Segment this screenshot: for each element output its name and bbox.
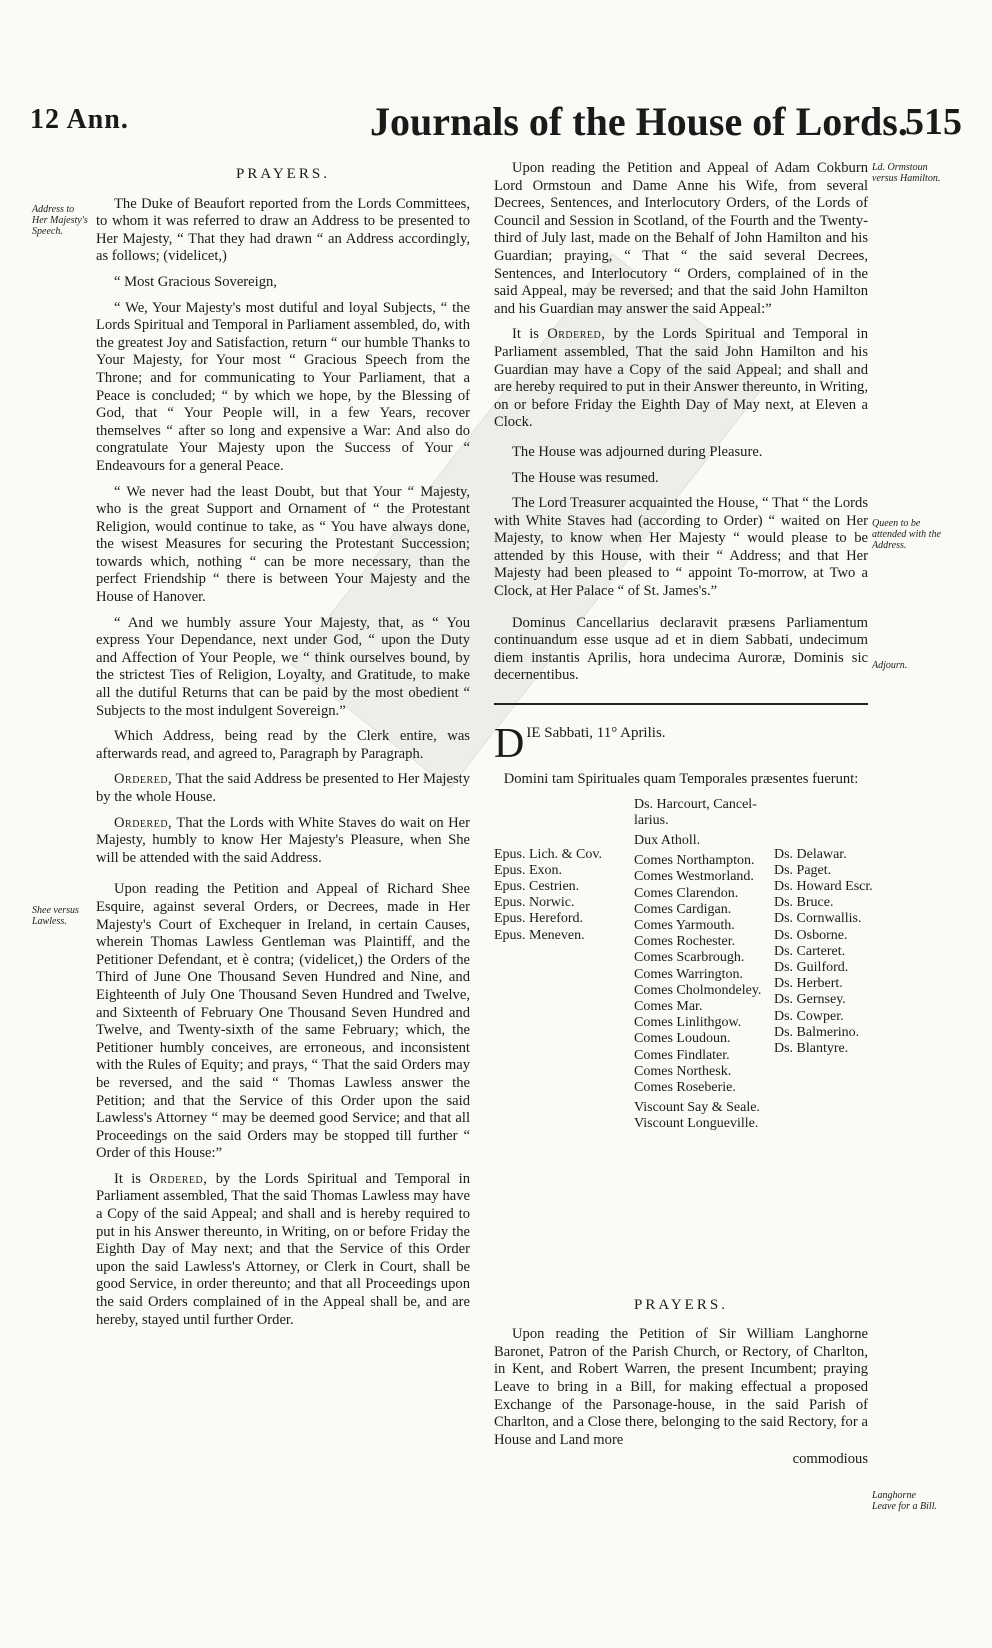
roster-entry: Ds. Balmerino. — [774, 1024, 860, 1040]
roster-entry: Epus. Lich. & Cov. — [494, 846, 602, 862]
roster-entry: Dux Atholl. — [634, 833, 701, 849]
paragraph: Dominus Cancellarius declaravit præsens Parliamentum continuandum esse usque ad et in diem Sabbati, undecimum diem instantis Aprilis, hora undecima Auroræ, Dominis sic decernentibus. — [494, 614, 868, 684]
roster-column-barons — [774, 847, 894, 1058]
roster-entry: Ds. Delawar. — [774, 846, 847, 862]
paragraph — [96, 771, 470, 806]
roster-entry: Comes Cardigan. — [634, 901, 732, 917]
roster-entry: Ds. Harcourt, Cancel- — [634, 796, 757, 812]
section-divider — [494, 703, 868, 705]
margin-note-langhorne: Langhorne Leave for a Bill. — [872, 1490, 937, 1512]
roster-entry: Comes Rochester. — [634, 934, 736, 950]
journal-title: Journals of the House of Lords. — [370, 99, 908, 144]
paragraph-text: by the Lords Spiritual and Temporal in Parliament assembled, That the said John Hamilton and his Guardian may have a Copy of the said Appeal; and shall and are hereby required to put in their Answer thereunto, in Writing, on or before Friday the Eighth Day of May next, at Eleven a Clock. — [494, 326, 868, 431]
paragraph-text: by the Lords Spiritual and Temporal in Parliament assembled, That the said Thomas Lawless may have a Copy of the said Appeal; and shall and is hereby required to put in his Answer thereunto, in Writing, on or before Friday the Eighth Day of May next; and that the Service of this Order upon the said Lawless's Attorney, or Clerk in Court, shall be good Service, in order thereunto; and that all Proceedings upon the said Orders complained of in the Appeal shall be, and are hereby, stayed until further Order. — [96, 1170, 470, 1328]
roster-entry: Epus. Exon. — [494, 862, 563, 878]
paragraph-text: It is — [114, 1170, 150, 1187]
margin-note-adjourn: Adjourn. — [872, 660, 908, 671]
roster-entry: Ds. Howard Escr. — [774, 879, 873, 895]
paragraph: “ We, Your Majesty's most dutiful and loyal Subjects, “ the Lords Spiritual and Temporal in Parliament assembled, do, with the greatest Joy and Satisfaction, return “ our humble Thanks to Your Majesty, for Your most “ Gracious Speech from the Throne; and for communicating to Your Parliament, that a Peace is concluded; “ by which we hope, by the Blessing of God, that “ Your People will, in a few Years, recover themselves “ after so long and expensive a War: And also do congratulate Your Majesty upon the Success of Your “ Endeavours for a general Peace. — [96, 299, 470, 474]
roster-entry: Viscount Say & Seale. — [634, 1100, 760, 1116]
attendance-roster — [494, 796, 873, 1257]
roster-entry: Ds. Osborne. — [774, 927, 848, 943]
roster-entry: Ds. Gernsey. — [774, 992, 846, 1008]
paragraph: Upon reading the Petition and Appeal of Richard Shee Esquire, against several Orders, or Decrees, made in Her Majesty's Court of Exchequer in Ireland, in certain Causes, wherein Thomas Lawless Gentleman was Plaintiff, and the Petitioner Defendant, et è contra; (videlicet,) the Orders of the Third of June One Thousand Seven Hundred and Nine, and Eighteenth of July One Thousand Seven Hundred and Twelve, and Sixteenth of February One Thousand Seven Hundred and Twelve, and Twenty-sixth of the same February; which, the Petitioner humbly conceives, are erroneous, and inconsistent with the Rules of Equity; and prays, “ That the said Orders may be reversed, and the said “ Thomas Lawless answer the Petition; and that the Service of this Order upon the said Lawless's Attorney “ may be deemed good Service; and that all Proceedings on the said Orders may be stopped till further “ Order of this House:” — [96, 881, 470, 1162]
roster-entry: Ds. Guilford. — [774, 960, 849, 976]
roster-entry: Comes Linlithgow. — [634, 1015, 742, 1031]
roster-entry: Comes Yarmouth. — [634, 918, 735, 934]
ordered-label: Ordered, — [149, 1170, 208, 1187]
prayers-heading: PRAYERS. — [634, 1296, 728, 1313]
roster-entry: Comes Clarendon. — [634, 885, 739, 901]
roster-entry: Comes Cholmondeley. — [634, 982, 762, 998]
roster-entry: Comes Northesk. — [634, 1063, 732, 1079]
roster-entry: Comes Warrington. — [634, 966, 744, 982]
right-column — [494, 160, 873, 1469]
roster-entry: Comes Westmorland. — [634, 869, 754, 885]
prayers-heading: PRAYERS. — [236, 166, 330, 182]
paragraph — [96, 815, 470, 868]
roster-entry: Ds. Paget. — [774, 862, 832, 878]
paragraph: The House was adjourned during Pleasure. — [512, 443, 763, 460]
margin-note-address: Address to Her Majesty's Speech. — [32, 204, 88, 237]
paragraph: The Lord Treasurer acquainted the House, “ That “ the Lords with White Staves had (according to Order) “ waited on Her Majesty, to know when Her Majesty “ would please to be attended by this House, with their “ Address; and that Her Majesty had been pleased to “ appoint To-morrow, at Two a Clock, at Her Palace “ of St. James's.” — [494, 495, 868, 600]
roster-entry: Epus. Meneven. — [494, 927, 585, 943]
attendance-heading: Domini tam Spirituales quam Temporales præsentes fuerunt: — [503, 771, 859, 788]
paragraph — [96, 1171, 470, 1329]
drop-cap: D — [494, 721, 525, 768]
left-column — [96, 160, 470, 1337]
margin-note-ormstoun: Ld. Ormstoun versus Hamilton. — [872, 162, 941, 184]
roster-entry: Ds. Cornwallis. — [774, 911, 862, 927]
ordered-label: Ordered, — [114, 814, 173, 831]
catchword: commodious — [792, 1451, 868, 1468]
ordered-label: Ordered, — [547, 326, 606, 343]
roster-entry: Comes Findlater. — [634, 1047, 730, 1063]
page-number: 515 — [905, 101, 962, 143]
paragraph: Upon reading the Petition of Sir William Langhorne Baronet, Patron of the Parish Church, or Rectory, of Charlton, in Kent, and Robert Warren, the present Incumbent; praying Leave to bring in a Bill, for making effectual a proposed Exchange of the Parsonage-house, in the said Parish of Charlton, and a Close there, belonging to the said Rectory, for a House and Land more — [494, 1326, 868, 1448]
paragraph-text: That the said Address be presented to Her Majesty by the whole House. — [96, 771, 470, 805]
regnal-year: 12 Ann. — [30, 104, 129, 135]
roster-entry: Ds. Cowper. — [774, 1008, 844, 1024]
ordered-label: Ordered, — [114, 771, 173, 788]
roster-entry: Ds. Herbert. — [774, 976, 843, 992]
paragraph — [494, 326, 868, 432]
sitting-date — [494, 721, 868, 768]
paragraph-text: That the Lords with White Staves do wait on Her Majesty, humbly to know Her Majesty's Pleasure, when She will be attended with the said Address. — [96, 814, 470, 866]
paragraph: “ We never had the least Doubt, but that Your “ Majesty, who is the great Support and Ornament of “ the Protestant Religion, would continue to take, as “ You have always done, the wisest Measures for securing the Protestant Succession; towards which, nothing “ can be more necessary, than the perfect Friendship “ there is between Your Majesty and the House of Hanover. — [96, 483, 470, 606]
roster-entry: Comes Loudoun. — [634, 1031, 731, 1047]
roster-entry: Ds. Carteret. — [774, 943, 846, 959]
roster-entry: Epus. Cestrien. — [494, 879, 580, 895]
paragraph: “ Most Gracious Sovereign, — [114, 273, 277, 290]
roster-entry: Comes Scarbrough. — [634, 950, 745, 966]
roster-entry: Comes Northampton. — [634, 853, 755, 869]
roster-entry: Ds. Bruce. — [774, 895, 834, 911]
paragraph: Which Address, being read by the Clerk entire, was afterwards read, and agreed to, Paragraph by Paragraph. — [96, 728, 470, 762]
sitting-date-text: IE Sabbati, 11° Aprilis. — [526, 725, 666, 742]
roster-entry: Ds. Blantyre. — [774, 1041, 849, 1057]
page-header — [30, 78, 962, 144]
roster-entry: Epus. Hereford. — [494, 911, 584, 927]
roster-entry: larius. — [634, 812, 669, 828]
roster-entry: Viscount Longueville. — [634, 1116, 759, 1132]
roster-entry: Comes Roseberie. — [634, 1080, 736, 1096]
margin-note-queen: Queen to be attended with the Address. — [872, 518, 941, 551]
paragraph-text: It is — [512, 326, 548, 343]
paragraph: The Duke of Beaufort reported from the Lords Committees, to whom it was referred to draw an Address to be presented to Her Majesty, “ That they had drawn “ an Address accordingly, as follows; (videlicet,) — [96, 195, 470, 265]
roster-column-bishops — [494, 847, 634, 944]
paragraph: Upon reading the Petition and Appeal of Adam Cokburn Lord Ormstoun and Dame Anne his Wife, from several Decrees, Sentences, and Interlocutory Orders, of the Lords of Council and Session in Scotland, of the Fourth and the Twenty-third of July last, made on the Behalf of John Hamilton and his Guardian; praying, “ That “ the said several Decrees, Sentences, and Interlocutory “ Orders, complained of in the said Appeal, may be reversed; and that the said John Hamilton and his Guardian may answer the said Appeal:” — [494, 160, 868, 317]
roster-column-earls — [634, 797, 794, 1133]
paragraph: “ And we humbly assure Your Majesty, that, as “ You express Your Dependance, next under God, “ upon the Duty and Affection of Your People, we “ think ourselves bound, by the strictest Ties of Religion, Loyalty, and Gratitude, to make all the dutiful Returns that can be paid by the most obedient “ Subjects to the most indulgent Sovereign.” — [96, 614, 470, 719]
roster-entry: Epus. Norwic. — [494, 895, 575, 911]
roster-entry: Comes Mar. — [634, 999, 703, 1015]
paragraph: The House was resumed. — [512, 469, 659, 486]
margin-note-shee: Shee versus Lawless. — [32, 905, 79, 927]
